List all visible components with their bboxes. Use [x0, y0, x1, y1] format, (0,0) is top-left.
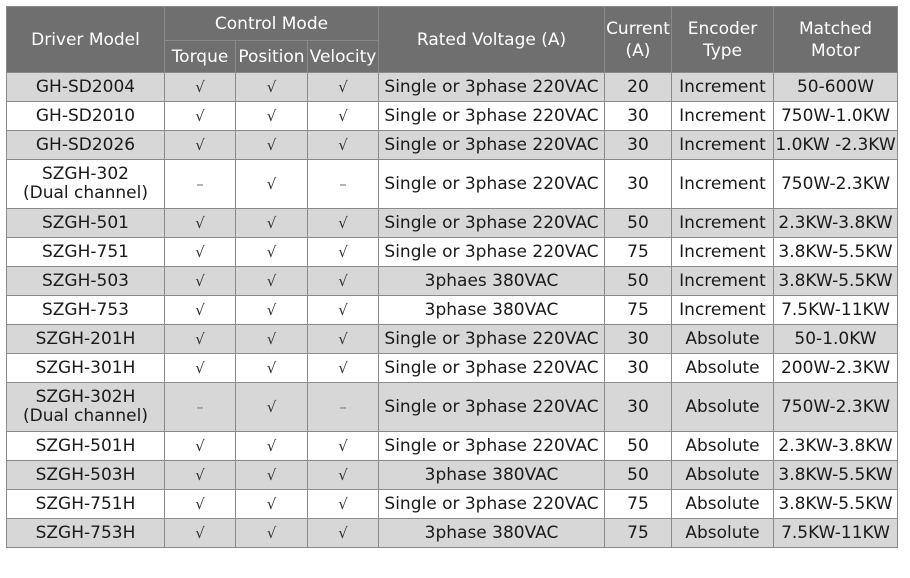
- cell-driver-model: [7, 131, 165, 160]
- cell-position-mark: √: [236, 461, 308, 490]
- cell-encoder-type: Increment: [672, 160, 774, 209]
- cell-rated-voltage: 3phase 380VAC: [379, 461, 605, 490]
- table-row: [7, 73, 898, 102]
- cell-encoder-type: Absolute: [672, 325, 774, 354]
- cell-position-mark: √: [236, 73, 308, 102]
- cell-encoder-type: Absolute: [672, 383, 774, 432]
- cell-velocity-mark: √: [308, 267, 379, 296]
- cell-torque-mark: √: [165, 73, 236, 102]
- header-encoder-line1: Encoder: [687, 18, 758, 39]
- cell-rated-voltage: Single or 3phase 220VAC: [379, 209, 605, 238]
- driver-model-name: SZGH-751H: [35, 493, 136, 514]
- cell-rated-voltage: Single or 3phase 220VAC: [379, 490, 605, 519]
- driver-model-name: SZGH-501: [42, 212, 129, 233]
- cell-torque-mark: √: [165, 267, 236, 296]
- header-current-line1: Current: [606, 18, 670, 39]
- table-header: [7, 7, 898, 73]
- cell-matched-motor: 3.8KW-5.5KW: [774, 238, 898, 267]
- cell-velocity-mark: √: [308, 131, 379, 160]
- cell-torque-mark: √: [165, 209, 236, 238]
- header-current-line2: (A): [625, 40, 651, 61]
- cell-current: 50: [605, 461, 672, 490]
- cell-torque-mark: √: [165, 131, 236, 160]
- cell-driver-model: [7, 325, 165, 354]
- table-row: [7, 461, 898, 490]
- driver-model-name: SZGH-751: [42, 241, 129, 262]
- cell-current: 30: [605, 354, 672, 383]
- cell-position-mark: √: [236, 383, 308, 432]
- table-row: [7, 490, 898, 519]
- table-row: [7, 160, 898, 209]
- cell-rated-voltage: 3phase 380VAC: [379, 296, 605, 325]
- driver-model-name: GH-SD2026: [35, 134, 136, 155]
- header-motor-line2: Motor: [810, 40, 861, 61]
- cell-driver-model: [7, 383, 165, 432]
- cell-position-mark: √: [236, 432, 308, 461]
- cell-current: 20: [605, 73, 672, 102]
- cell-position-mark: √: [236, 354, 308, 383]
- table-row: [7, 102, 898, 131]
- cell-torque-mark: √: [165, 432, 236, 461]
- cell-velocity-mark: √: [308, 238, 379, 267]
- header-motor-line1: Matched: [798, 18, 873, 39]
- cell-position-mark: √: [236, 325, 308, 354]
- driver-model-name: SZGH-503: [42, 270, 129, 291]
- cell-current: 30: [605, 383, 672, 432]
- cell-driver-model: [7, 490, 165, 519]
- cell-torque-mark: √: [165, 490, 236, 519]
- table-row: [7, 383, 898, 432]
- cell-matched-motor: 3.8KW-5.5KW: [774, 267, 898, 296]
- table-row: [7, 325, 898, 354]
- cell-current: 30: [605, 325, 672, 354]
- cell-torque-mark: –: [165, 160, 236, 209]
- cell-matched-motor: 750W-1.0KW: [774, 102, 898, 131]
- cell-rated-voltage: Single or 3phase 220VAC: [379, 102, 605, 131]
- header-rated-voltage: Rated Voltage (A): [379, 7, 605, 73]
- cell-current: 30: [605, 160, 672, 209]
- cell-velocity-mark: √: [308, 461, 379, 490]
- header-encoder-line2: Type: [702, 40, 743, 61]
- cell-velocity-mark: √: [308, 73, 379, 102]
- header-encoder-type: [672, 7, 774, 73]
- cell-velocity-mark: √: [308, 325, 379, 354]
- cell-rated-voltage: Single or 3phase 220VAC: [379, 354, 605, 383]
- cell-matched-motor: 7.5KW-11KW: [774, 519, 898, 548]
- header-position: Position: [236, 41, 308, 73]
- cell-driver-model: [7, 160, 165, 209]
- cell-matched-motor: 1.0KW -2.3KW: [774, 131, 898, 160]
- header-matched-motor: [774, 7, 898, 73]
- cell-velocity-mark: √: [308, 519, 379, 548]
- cell-driver-model: [7, 519, 165, 548]
- cell-rated-voltage: Single or 3phase 220VAC: [379, 73, 605, 102]
- cell-torque-mark: –: [165, 383, 236, 432]
- driver-model-name: SZGH-501H: [35, 435, 136, 456]
- spec-table-container: [6, 6, 898, 548]
- cell-rated-voltage: Single or 3phase 220VAC: [379, 238, 605, 267]
- driver-model-note: (Dual channel): [23, 406, 148, 426]
- driver-model-name: SZGH-503H: [35, 464, 136, 485]
- driver-model-note: (Dual channel): [23, 183, 148, 203]
- cell-encoder-type: Increment: [672, 131, 774, 160]
- cell-position-mark: √: [236, 102, 308, 131]
- cell-position-mark: √: [236, 209, 308, 238]
- header-velocity: Velocity: [308, 41, 379, 73]
- cell-driver-model: [7, 209, 165, 238]
- cell-torque-mark: √: [165, 238, 236, 267]
- cell-rated-voltage: Single or 3phase 220VAC: [379, 160, 605, 209]
- table-row: [7, 209, 898, 238]
- driver-spec-table: [6, 6, 898, 548]
- cell-current: 50: [605, 432, 672, 461]
- cell-velocity-mark: √: [308, 209, 379, 238]
- cell-position-mark: √: [236, 238, 308, 267]
- cell-encoder-type: Increment: [672, 267, 774, 296]
- cell-encoder-type: Absolute: [672, 490, 774, 519]
- cell-velocity-mark: √: [308, 490, 379, 519]
- cell-position-mark: √: [236, 267, 308, 296]
- cell-current: 30: [605, 102, 672, 131]
- table-row: [7, 354, 898, 383]
- cell-position-mark: √: [236, 490, 308, 519]
- driver-model-name: SZGH-302: [42, 164, 129, 184]
- cell-encoder-type: Absolute: [672, 461, 774, 490]
- cell-position-mark: √: [236, 131, 308, 160]
- driver-model-name: SZGH-301H: [35, 357, 136, 378]
- cell-velocity-mark: √: [308, 432, 379, 461]
- cell-torque-mark: √: [165, 296, 236, 325]
- cell-matched-motor: 200W-2.3KW: [774, 354, 898, 383]
- cell-encoder-type: Increment: [672, 102, 774, 131]
- cell-position-mark: √: [236, 296, 308, 325]
- cell-current: 30: [605, 131, 672, 160]
- cell-matched-motor: 2.3KW-3.8KW: [774, 209, 898, 238]
- table-row: [7, 267, 898, 296]
- cell-matched-motor: 3.8KW-5.5KW: [774, 461, 898, 490]
- table-row: [7, 238, 898, 267]
- cell-rated-voltage: Single or 3phase 220VAC: [379, 383, 605, 432]
- cell-encoder-type: Absolute: [672, 354, 774, 383]
- cell-matched-motor: 50-1.0KW: [774, 325, 898, 354]
- cell-driver-model: [7, 354, 165, 383]
- cell-encoder-type: Absolute: [672, 519, 774, 548]
- cell-velocity-mark: –: [308, 383, 379, 432]
- driver-model-name: SZGH-753H: [35, 522, 136, 543]
- cell-driver-model: [7, 238, 165, 267]
- cell-rated-voltage: 3phaes 380VAC: [379, 267, 605, 296]
- driver-model-name: SZGH-753: [42, 299, 129, 320]
- driver-model-name: GH-SD2004: [35, 76, 136, 97]
- cell-current: 75: [605, 296, 672, 325]
- cell-rated-voltage: Single or 3phase 220VAC: [379, 131, 605, 160]
- cell-torque-mark: √: [165, 519, 236, 548]
- cell-driver-model: [7, 267, 165, 296]
- cell-driver-model: [7, 102, 165, 131]
- cell-driver-model: [7, 73, 165, 102]
- cell-current: 75: [605, 490, 672, 519]
- cell-matched-motor: 7.5KW-11KW: [774, 296, 898, 325]
- table-row: [7, 432, 898, 461]
- cell-torque-mark: √: [165, 354, 236, 383]
- cell-torque-mark: √: [165, 461, 236, 490]
- cell-position-mark: √: [236, 160, 308, 209]
- cell-matched-motor: 750W-2.3KW: [774, 160, 898, 209]
- table-body: [7, 73, 898, 548]
- cell-encoder-type: Increment: [672, 296, 774, 325]
- header-driver-model: Driver Model: [7, 7, 165, 73]
- cell-driver-model: [7, 296, 165, 325]
- cell-rated-voltage: Single or 3phase 220VAC: [379, 325, 605, 354]
- cell-encoder-type: Increment: [672, 73, 774, 102]
- header-torque: Torque: [165, 41, 236, 73]
- cell-rated-voltage: Single or 3phase 220VAC: [379, 432, 605, 461]
- cell-encoder-type: Increment: [672, 209, 774, 238]
- cell-matched-motor: 750W-2.3KW: [774, 383, 898, 432]
- cell-velocity-mark: √: [308, 354, 379, 383]
- cell-driver-model: [7, 432, 165, 461]
- cell-torque-mark: √: [165, 102, 236, 131]
- driver-model-name: SZGH-201H: [35, 328, 136, 349]
- cell-matched-motor: 2.3KW-3.8KW: [774, 432, 898, 461]
- cell-rated-voltage: 3phase 380VAC: [379, 519, 605, 548]
- driver-model-name: SZGH-302H: [35, 387, 136, 407]
- cell-current: 75: [605, 238, 672, 267]
- cell-encoder-type: Absolute: [672, 432, 774, 461]
- table-row: [7, 519, 898, 548]
- header-control-mode: Control Mode: [165, 7, 379, 41]
- cell-matched-motor: 3.8KW-5.5KW: [774, 490, 898, 519]
- driver-model-name: GH-SD2010: [35, 105, 136, 126]
- cell-velocity-mark: √: [308, 102, 379, 131]
- header-current: [605, 7, 672, 73]
- cell-driver-model: [7, 461, 165, 490]
- cell-velocity-mark: –: [308, 160, 379, 209]
- cell-current: 50: [605, 267, 672, 296]
- cell-matched-motor: 50-600W: [774, 73, 898, 102]
- cell-velocity-mark: √: [308, 296, 379, 325]
- cell-torque-mark: √: [165, 325, 236, 354]
- cell-current: 75: [605, 519, 672, 548]
- table-row: [7, 131, 898, 160]
- table-row: [7, 296, 898, 325]
- cell-encoder-type: Increment: [672, 238, 774, 267]
- cell-position-mark: √: [236, 519, 308, 548]
- cell-current: 50: [605, 209, 672, 238]
